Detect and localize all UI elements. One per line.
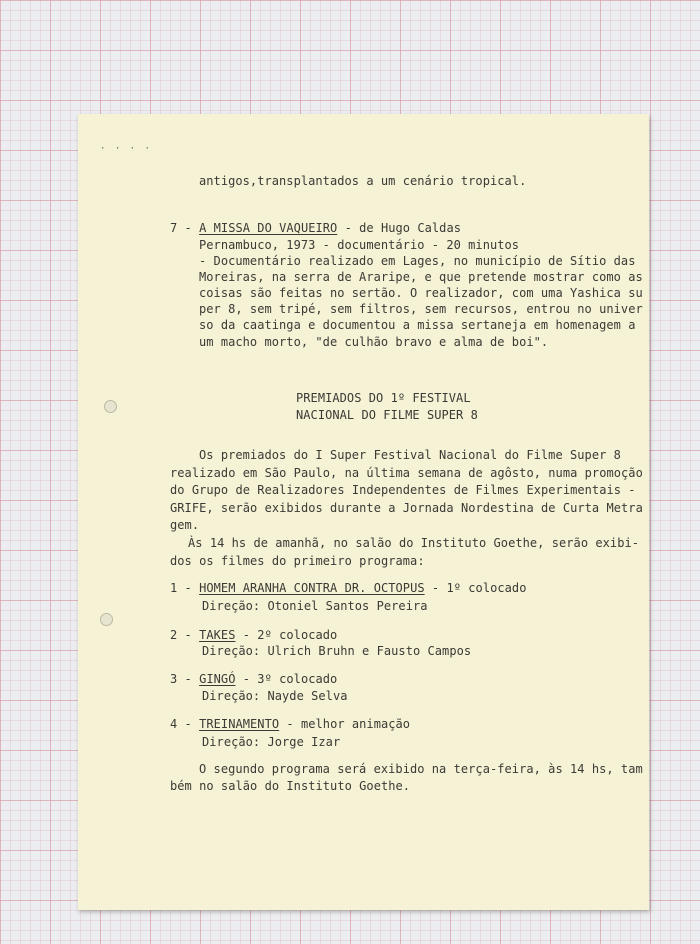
film-director: Direção: Nayde Selva [202, 689, 348, 703]
paragraph-line: do Grupo de Realizadores Independentes de Filmes Experimentais - [170, 483, 636, 497]
film-title: TAKES [199, 628, 236, 642]
section-heading: NACIONAL DO FILME SUPER 8 [296, 408, 478, 422]
closing-line: O segundo programa será exibido na terça-feira, às 14 hs, tam [199, 762, 643, 776]
closing-line: bém no salão do Instituto Goethe. [170, 779, 411, 793]
item7-desc-line: coisas são feitas no sertão. O realizador, com uma Yashica su [199, 286, 643, 300]
film-entry [170, 672, 337, 686]
film-director: Direção: Ulrich Bruhn e Fausto Campos [202, 644, 472, 658]
item7-desc-line: Moreiras, na serra de Araripe, e que pretende mostrar como as [199, 270, 643, 284]
film-entry [170, 628, 337, 642]
paragraph-line: Às 14 hs de amanhã, no salão do Instituto Goethe, serão exibi- [188, 536, 640, 550]
film-title: GINGÓ [199, 672, 236, 686]
punch-hole-top [104, 400, 117, 413]
paragraph-line: GRIFE, serão exibidos durante a Jornada Nordestina de Curta Metra [170, 501, 643, 515]
film-entry [170, 581, 526, 595]
paragraph-line: dos os filmes do primeiro programa: [170, 554, 425, 568]
film-title: TREINAMENTO [199, 717, 280, 731]
item7-header [170, 221, 461, 235]
paragraph-line: realizado em São Paulo, na última semana de agôsto, numa promoção [170, 466, 643, 480]
top-line: antigos,transplantados a um cenário tropical. [199, 174, 527, 188]
section-heading: PREMIADOS DO 1º FESTIVAL [296, 391, 471, 405]
film-director: Direção: Otoniel Santos Pereira [202, 599, 428, 613]
document-page [78, 114, 649, 910]
paragraph-line: gem. [170, 518, 200, 532]
film-number: 1 - [170, 581, 200, 595]
item7-author: - de Hugo Caldas [337, 221, 461, 235]
film-award: - 3º colocado [235, 672, 338, 686]
item7-desc-line: - Documentário realizado em Lages, no município de Sítio das [199, 254, 636, 268]
item7-desc-line: um macho morto, "de culhão bravo e alma de boi". [199, 335, 549, 349]
film-award: - 1º colocado [424, 581, 527, 595]
film-number: 3 - [170, 672, 200, 686]
item7-number: 7 - [170, 221, 200, 235]
film-entry [170, 717, 410, 731]
item7-meta: Pernambuco, 1973 - documentário - 20 minutos [199, 238, 520, 252]
film-number: 4 - [170, 717, 200, 731]
punch-hole-bottom [100, 613, 113, 626]
page-mark: · · · · [100, 144, 152, 154]
item7-desc-line: so da caatinga e documentou a missa sertaneja em homenagem a [199, 318, 636, 332]
film-award: - 2º colocado [235, 628, 338, 642]
paragraph-line: Os premiados do I Super Festival Nacional do Filme Super 8 [199, 448, 621, 462]
film-director: Direção: Jorge Izar [202, 735, 341, 749]
item7-desc-line: per 8, sem tripé, sem filtros, sem recursos, entrou no univer [199, 302, 643, 316]
film-title: HOMEM ARANHA CONTRA DR. OCTOPUS [199, 581, 425, 595]
item7-title: A MISSA DO VAQUEIRO [199, 221, 338, 235]
film-number: 2 - [170, 628, 200, 642]
film-award: - melhor animação [279, 717, 411, 731]
